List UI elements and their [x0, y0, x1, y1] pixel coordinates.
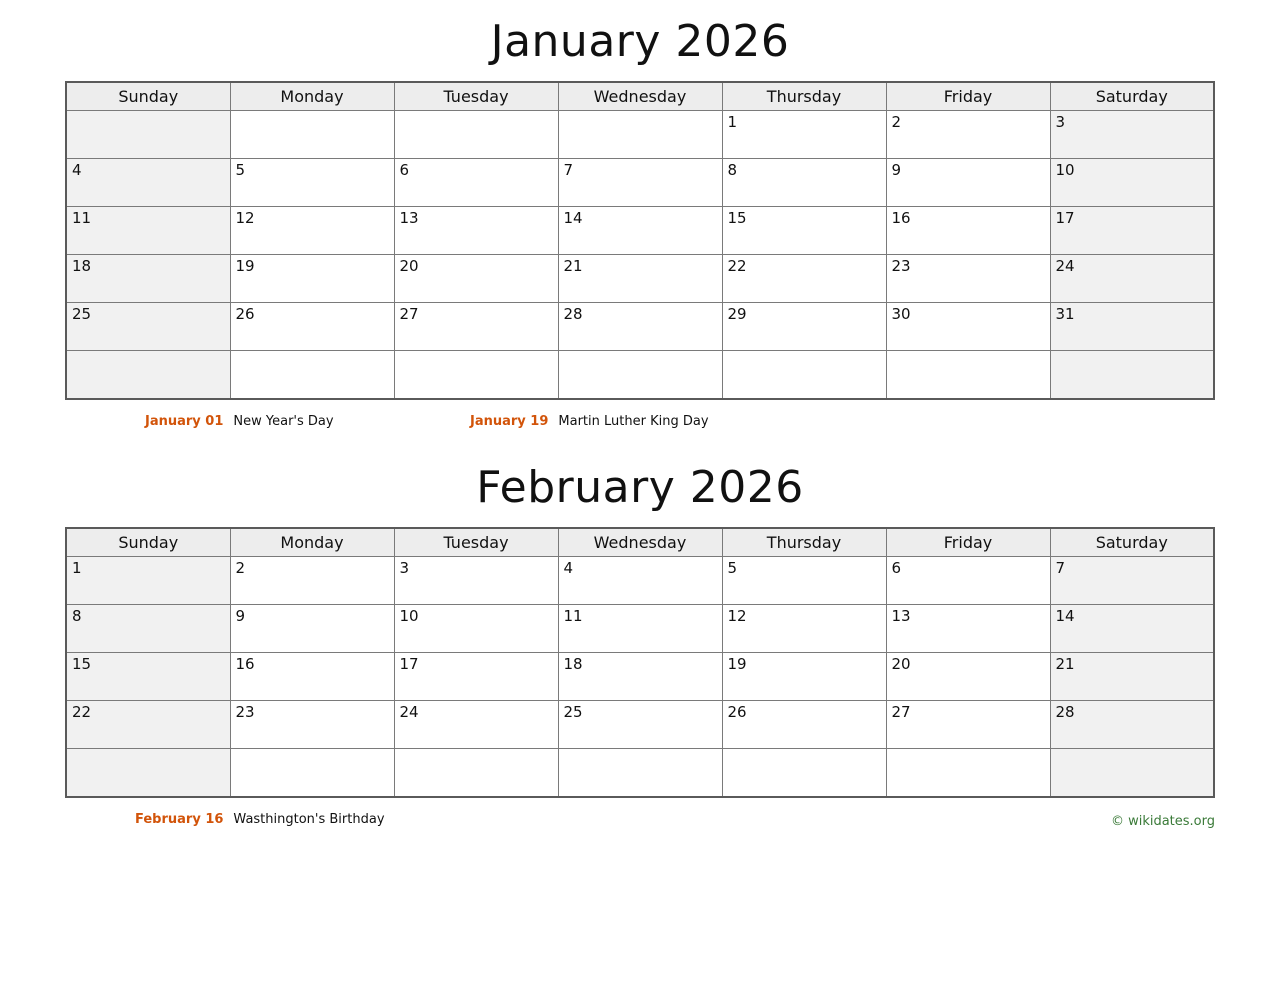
holiday-name: Wasthington's Birthday — [233, 812, 385, 827]
week-row — [66, 351, 1214, 400]
weekday-sunday: Sunday — [66, 82, 230, 111]
day-cell[interactable]: 14 — [558, 207, 722, 255]
day-cell[interactable]: 28 — [1050, 701, 1214, 749]
day-cell[interactable]: 23 — [886, 255, 1050, 303]
day-cell[interactable]: 26 — [230, 303, 394, 351]
month-title-january: January 2026 — [490, 16, 790, 67]
day-cell[interactable]: 1 — [66, 557, 230, 605]
day-cell[interactable]: 8 — [722, 159, 886, 207]
week-row — [66, 303, 1214, 351]
weekday-wednesday: Wednesday — [558, 528, 722, 557]
day-cell[interactable]: 10 — [1050, 159, 1214, 207]
day-cell[interactable]: 8 — [66, 605, 230, 653]
day-cell[interactable]: 9 — [886, 159, 1050, 207]
holiday-date: January 19 — [470, 414, 549, 429]
week-row — [66, 749, 1214, 798]
weekday-header-row — [66, 82, 1214, 111]
day-cell[interactable]: 17 — [394, 653, 558, 701]
day-cell[interactable]: 2 — [230, 557, 394, 605]
day-cell[interactable]: 26 — [722, 701, 886, 749]
holiday-list-february — [65, 798, 1215, 834]
week-row — [66, 701, 1214, 749]
day-cell[interactable]: 1 — [722, 111, 886, 159]
day-cell[interactable]: 20 — [394, 255, 558, 303]
day-cell[interactable] — [66, 351, 230, 400]
day-cell[interactable]: 20 — [886, 653, 1050, 701]
day-cell[interactable] — [230, 749, 394, 798]
weekday-friday: Friday — [886, 528, 1050, 557]
day-cell[interactable]: 25 — [66, 303, 230, 351]
day-cell[interactable]: 19 — [230, 255, 394, 303]
week-row — [66, 159, 1214, 207]
day-cell[interactable]: 23 — [230, 701, 394, 749]
week-row — [66, 557, 1214, 605]
day-cell[interactable] — [230, 111, 394, 159]
weekday-monday: Monday — [230, 82, 394, 111]
week-row — [66, 111, 1214, 159]
weekday-saturday: Saturday — [1050, 528, 1214, 557]
holiday-item — [145, 414, 334, 429]
day-cell[interactable]: 3 — [1050, 111, 1214, 159]
day-cell[interactable] — [886, 351, 1050, 400]
month-title-february: February 2026 — [476, 462, 804, 513]
day-cell[interactable]: 24 — [394, 701, 558, 749]
day-cell[interactable]: 25 — [558, 701, 722, 749]
day-cell[interactable]: 21 — [1050, 653, 1214, 701]
week-row — [66, 207, 1214, 255]
day-cell[interactable]: 31 — [1050, 303, 1214, 351]
weekday-wednesday: Wednesday — [558, 82, 722, 111]
day-cell[interactable]: 22 — [66, 701, 230, 749]
day-cell[interactable]: 27 — [886, 701, 1050, 749]
calendar-header-february — [66, 528, 1214, 557]
weekday-saturday: Saturday — [1050, 82, 1214, 111]
day-cell[interactable]: 16 — [230, 653, 394, 701]
day-cell[interactable]: 15 — [722, 207, 886, 255]
day-cell[interactable]: 4 — [66, 159, 230, 207]
day-cell[interactable]: 6 — [394, 159, 558, 207]
day-cell[interactable]: 16 — [886, 207, 1050, 255]
calendar-header-january — [66, 82, 1214, 111]
day-cell[interactable]: 13 — [394, 207, 558, 255]
day-cell[interactable]: 14 — [1050, 605, 1214, 653]
holiday-item — [135, 812, 385, 827]
calendar-body-january — [66, 111, 1214, 400]
day-cell[interactable]: 5 — [722, 557, 886, 605]
section-spacer — [0, 436, 1280, 446]
day-cell[interactable]: 17 — [1050, 207, 1214, 255]
day-cell[interactable] — [66, 749, 230, 798]
calendar-wrapper-february — [65, 527, 1215, 798]
holiday-date: January 01 — [145, 414, 224, 429]
weekday-tuesday: Tuesday — [394, 528, 558, 557]
day-cell[interactable] — [394, 351, 558, 400]
holiday-name: New Year's Day — [233, 414, 334, 429]
day-cell[interactable]: 4 — [558, 557, 722, 605]
day-cell[interactable]: 9 — [230, 605, 394, 653]
day-cell[interactable] — [230, 351, 394, 400]
day-cell[interactable]: 21 — [558, 255, 722, 303]
month-block-february — [0, 446, 1280, 829]
day-cell[interactable] — [394, 111, 558, 159]
day-cell[interactable]: 28 — [558, 303, 722, 351]
day-cell[interactable] — [558, 351, 722, 400]
day-cell[interactable] — [558, 111, 722, 159]
holiday-name: Martin Luther King Day — [558, 414, 709, 429]
footer-credit[interactable]: © wikidates.org — [1110, 814, 1215, 829]
day-cell[interactable] — [558, 749, 722, 798]
day-cell[interactable]: 3 — [394, 557, 558, 605]
day-cell[interactable]: 15 — [66, 653, 230, 701]
day-cell[interactable]: 27 — [394, 303, 558, 351]
calendar-table-january — [65, 81, 1215, 400]
holiday-item — [470, 414, 709, 429]
day-cell[interactable]: 29 — [722, 303, 886, 351]
day-cell[interactable]: 22 — [722, 255, 886, 303]
day-cell[interactable]: 10 — [394, 605, 558, 653]
weekday-monday: Monday — [230, 528, 394, 557]
day-cell[interactable] — [722, 749, 886, 798]
day-cell[interactable]: 30 — [886, 303, 1050, 351]
week-row — [66, 605, 1214, 653]
day-cell[interactable] — [1050, 351, 1214, 400]
day-cell[interactable]: 13 — [886, 605, 1050, 653]
weekday-header-row — [66, 528, 1214, 557]
holiday-date: February 16 — [135, 812, 224, 827]
day-cell[interactable]: 12 — [230, 207, 394, 255]
calendar-body-february — [66, 557, 1214, 798]
calendar-table-february — [65, 527, 1215, 798]
day-cell[interactable]: 11 — [558, 605, 722, 653]
day-cell[interactable]: 19 — [722, 653, 886, 701]
day-cell[interactable]: 5 — [230, 159, 394, 207]
day-cell[interactable] — [886, 749, 1050, 798]
week-row — [66, 653, 1214, 701]
day-cell[interactable] — [722, 351, 886, 400]
day-cell[interactable] — [1050, 749, 1214, 798]
day-cell[interactable]: 6 — [886, 557, 1050, 605]
weekday-tuesday: Tuesday — [394, 82, 558, 111]
weekday-friday: Friday — [886, 82, 1050, 111]
day-cell[interactable]: 2 — [886, 111, 1050, 159]
week-row — [66, 255, 1214, 303]
weekday-sunday: Sunday — [66, 528, 230, 557]
day-cell[interactable]: 12 — [722, 605, 886, 653]
day-cell[interactable]: 11 — [66, 207, 230, 255]
day-cell[interactable] — [66, 111, 230, 159]
holiday-list-january — [65, 400, 1215, 436]
day-cell[interactable]: 18 — [66, 255, 230, 303]
month-block-january — [0, 0, 1280, 436]
day-cell[interactable]: 7 — [558, 159, 722, 207]
day-cell[interactable]: 24 — [1050, 255, 1214, 303]
weekday-thursday: Thursday — [722, 528, 886, 557]
weekday-thursday: Thursday — [722, 82, 886, 111]
calendar-wrapper-january — [65, 81, 1215, 400]
day-cell[interactable] — [394, 749, 558, 798]
day-cell[interactable]: 18 — [558, 653, 722, 701]
day-cell[interactable]: 7 — [1050, 557, 1214, 605]
